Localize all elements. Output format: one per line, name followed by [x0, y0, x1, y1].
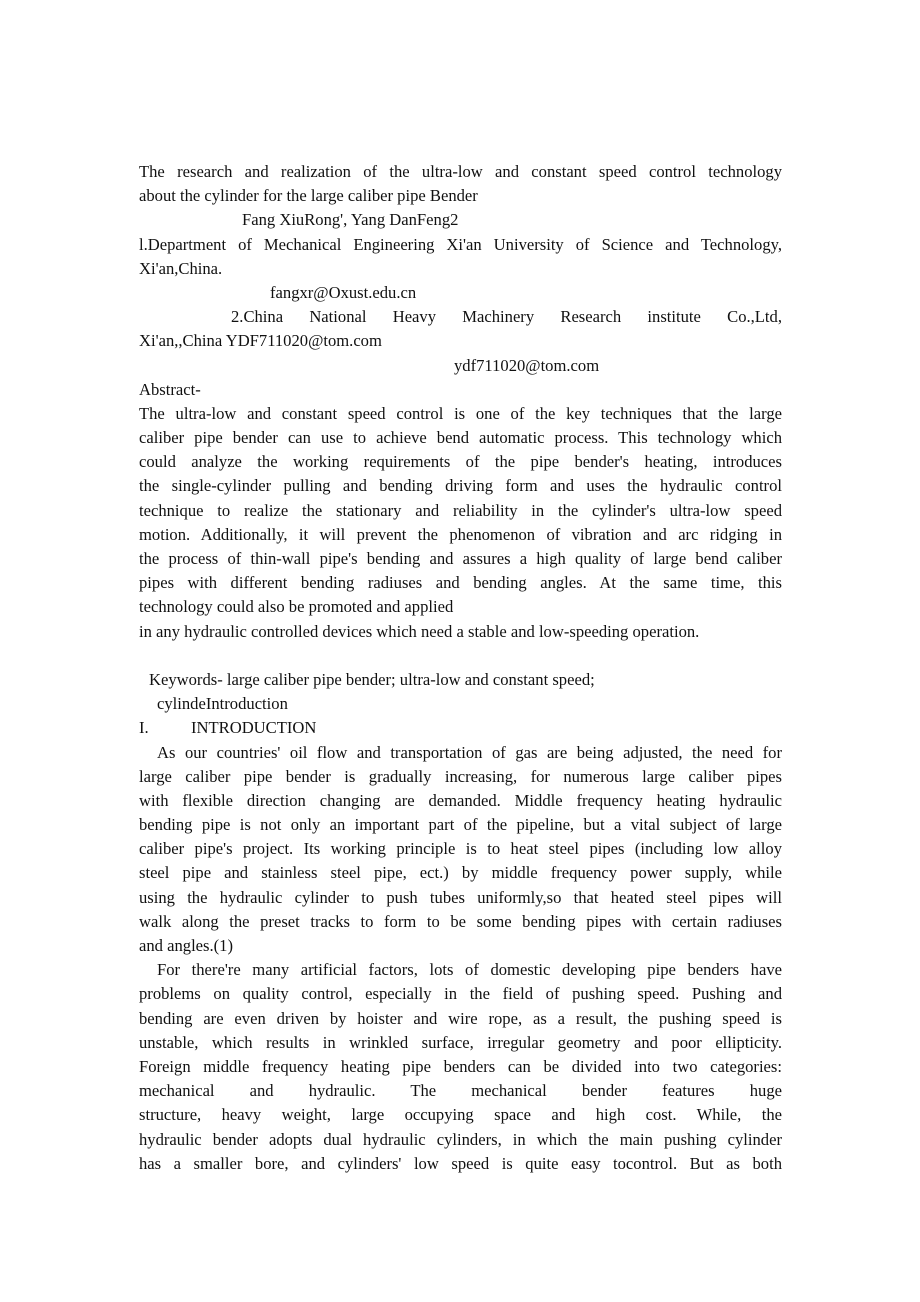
affiliation-2-line-2: Xi'an,,China YDF711020@tom.com	[139, 331, 382, 351]
intro-paragraph-2	[139, 958, 782, 1176]
abstract-line: caliber pipe bender can use to achieve bend automatic process. This technology which	[139, 428, 782, 448]
paragraph-line: For there're many artificial factors, lots of domestic developing pipe benders have	[157, 960, 782, 980]
paragraph-line: structure, heavy weight, large occupying space and high cost. While, the	[139, 1105, 782, 1125]
abstract-body	[139, 402, 782, 644]
affiliation-1-line-1: l.Department of Mechanical Engineering Xi'an University of Science and Technology,	[139, 234, 782, 254]
intro-paragraph-1	[139, 741, 782, 959]
email-2: ydf711020@tom.com	[454, 355, 600, 375]
keywords-line-1: Keywords- large caliber pipe bender; ultra-low and constant speed;	[149, 669, 595, 689]
paragraph-line: bending pipe is not only an important part of the pipeline, but a vital subject of large	[139, 815, 782, 835]
abstract-line: the process of thin-wall pipe's bending and assures a high quality of large bend caliber	[139, 549, 782, 568]
paragraph-line: large caliber pipe bender is gradually increasing, for numerous large caliber pipes	[139, 766, 782, 786]
paragraph-line: As our countries' oil flow and transportation of gas are being adjusted, the need for	[157, 742, 782, 762]
affiliation-2-line-1: 2.China National Heavy Machinery Research institute Co.,Ltd,	[231, 307, 782, 327]
abstract-line: technology could also be promoted and applied	[139, 597, 454, 617]
title-line-1: The research and realization of the ultra-low and constant speed control technology	[139, 162, 782, 181]
abstract-line: motion. Additionally, it will prevent the phenomenon of vibration and arc ridging in	[139, 524, 782, 544]
email-1: fangxr@Oxust.edu.cn	[270, 282, 417, 302]
paragraph-line: bending are even driven by hoister and wire rope, as a result, the pushing speed is	[139, 1008, 782, 1028]
title-line-2: about the cylinder for the large caliber pipe Bender	[139, 186, 478, 206]
document-page	[139, 160, 782, 1176]
abstract-line: pipes with different bending radiuses and bending angles. At the same time, this	[139, 573, 782, 593]
abstract-line: the single-cylinder pulling and bending driving form and uses the hydraulic control	[139, 476, 782, 496]
paragraph-line: steel pipe and stainless steel pipe, ect.) by middle frequency power supply, while	[139, 863, 782, 883]
paragraph-line: has a smaller bore, and cylinders' low speed is quite easy tocontrol. But as both	[139, 1153, 782, 1173]
keywords-line-2: cylindeIntroduction	[157, 694, 288, 714]
abstract-heading: Abstract-	[139, 379, 201, 399]
paragraph-line: hydraulic bender adopts dual hydraulic cylinders, in which the main pushing cylinder	[139, 1129, 782, 1149]
paragraph-line-last: and angles.(1)	[139, 936, 233, 955]
abstract-line-last: in any hydraulic controlled devices which need a stable and low-speeding operation.	[139, 621, 700, 641]
paragraph-line: unstable, which results in wrinkled surface, irregular geometry and poor ellipticity.	[139, 1032, 782, 1052]
abstract-line: The ultra-low and constant speed control is one of the key techniques that the large	[139, 403, 782, 423]
affiliation-1-line-2: Xi'an,China.	[139, 258, 223, 278]
paragraph-line: problems on quality control, especially in the field of pushing speed. Pushing and	[139, 984, 782, 1004]
paragraph-line: mechanical and hydraulic. The mechanical bender features huge	[139, 1081, 782, 1101]
section-number: I.	[139, 718, 149, 738]
paragraph-line: Foreign middle frequency heating pipe benders can be divided into two categories:	[139, 1056, 782, 1076]
section-title: INTRODUCTION	[191, 718, 317, 738]
section-heading	[139, 716, 782, 740]
paragraph-line: with flexible direction changing are demanded. Middle frequency heating hydraulic	[139, 790, 782, 810]
authors: Fang XiuRong', Yang DanFeng2	[242, 210, 459, 230]
abstract-line: technique to realize the stationary and reliability in the cylinder's ultra-low speed	[139, 500, 782, 520]
paragraph-line: using the hydraulic cylinder to push tubes uniformly,so that heated steel pipes will	[139, 887, 782, 907]
abstract-line: could analyze the working requirements of the pipe bender's heating, introduces	[139, 452, 782, 472]
paragraph-line: walk along the preset tracks to form to be some bending pipes with certain radiuses	[139, 911, 782, 931]
paragraph-line: caliber pipe's project. Its working principle is to heat steel pipes (including low alloy	[139, 839, 782, 859]
